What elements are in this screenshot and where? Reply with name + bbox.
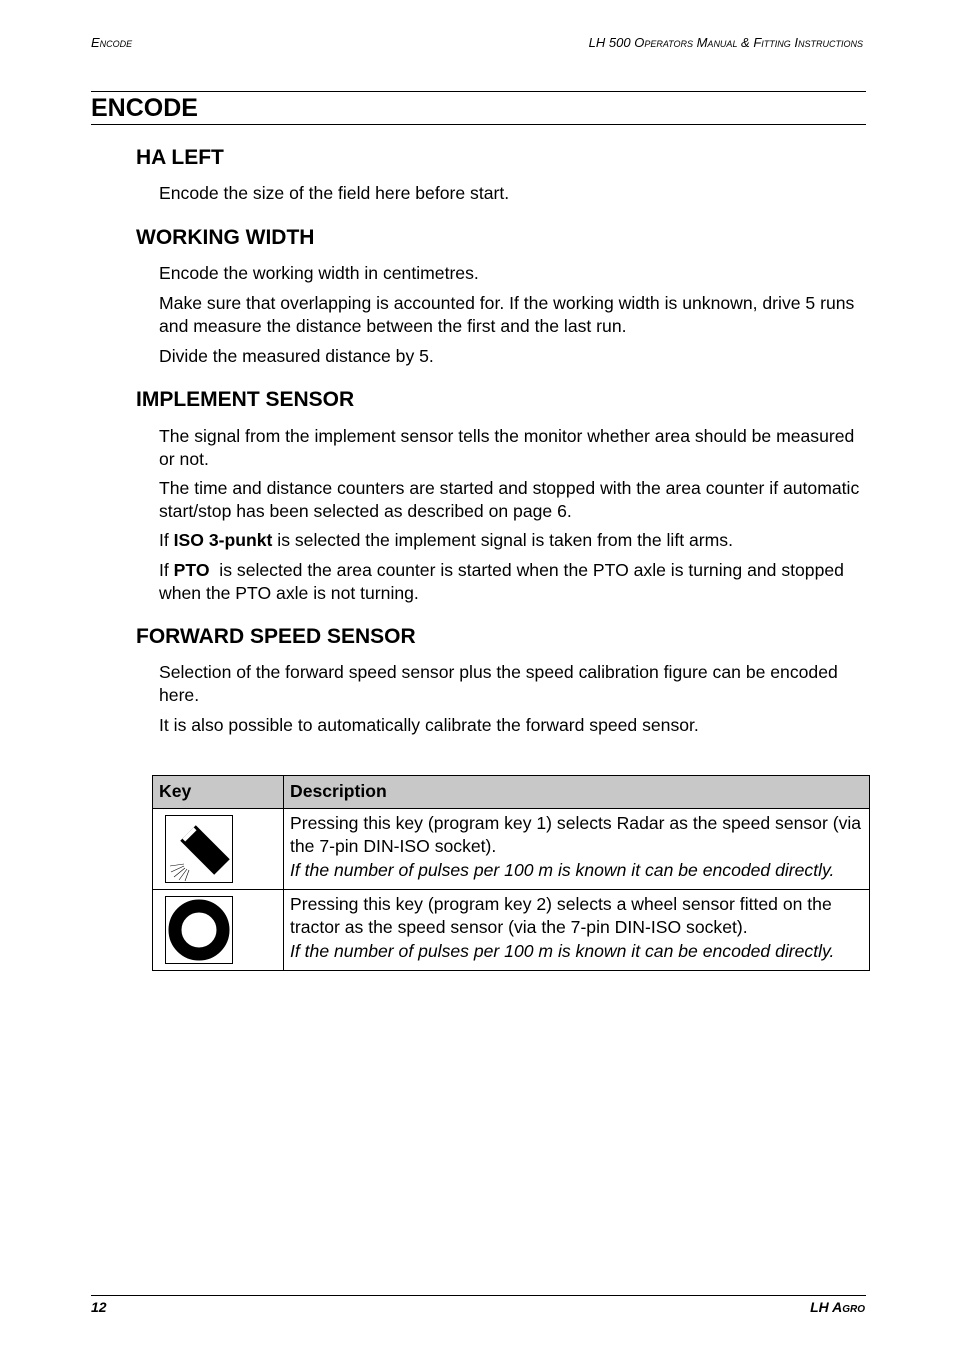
description-text: Pressing this key (program key 1) selects Radar as the speed sensor (via the 7-pin DIN-ISO socket). <box>290 813 862 856</box>
paragraph: Make sure that overlapping is accounted for. If the working width is unknown, drive 5 runs and measure the distance between the first and the last run. <box>159 293 855 336</box>
column-header-key: Key <box>153 776 284 809</box>
paragraph: Encode the size of the field here before start. <box>159 183 510 203</box>
table-header-row <box>153 776 870 809</box>
column-header-description: Description <box>284 776 870 809</box>
footer-brand: LH Agro <box>810 1299 865 1315</box>
text: is selected the implement signal is taken from the lift arms. <box>272 530 733 550</box>
description-note: If the number of pulses per 100 m is known it can be encoded directly. <box>290 860 835 880</box>
paragraph-iso <box>159 529 869 552</box>
heading-ha-left: HA LEFT <box>136 146 224 169</box>
paragraph-pto <box>159 559 869 604</box>
page-title: ENCODE <box>91 94 198 122</box>
running-header-left: Encode <box>91 35 133 50</box>
key-cell <box>153 809 284 890</box>
text: If <box>159 530 174 550</box>
running-header-right: LH 500 Operators Manual & Fitting Instructions <box>588 35 863 50</box>
table-row <box>153 890 870 971</box>
table-row <box>153 809 870 890</box>
heading-forward-speed-sensor: FORWARD SPEED SENSOR <box>136 625 416 648</box>
page-number: 12 <box>91 1299 107 1315</box>
paragraph: It is also possible to automatically calibrate the forward speed sensor. <box>159 715 699 735</box>
title-rule-bottom <box>91 124 866 125</box>
wheel-sensor-icon <box>165 896 233 964</box>
option-name: ISO 3-punkt <box>173 530 273 550</box>
text: If <box>159 560 174 580</box>
title-rule-top <box>91 91 866 92</box>
paragraph: Divide the measured distance by 5. <box>159 346 434 366</box>
paragraph: The time and distance counters are started and stopped with the area counter if automatic start/stop has been selected as described on page 6. <box>159 478 860 521</box>
description-cell <box>284 890 870 971</box>
heading-working-width: WORKING WIDTH <box>136 226 315 249</box>
description-text: Pressing this key (program key 2) selects a wheel sensor fitted on the tractor as the speed sensor (via the 7-pin DIN-ISO socket). <box>290 894 832 937</box>
paragraph: Encode the working width in centimetres. <box>159 263 479 283</box>
footer-rule <box>91 1295 866 1296</box>
radar-sensor-icon <box>165 815 233 883</box>
key-cell <box>153 890 284 971</box>
key-table <box>152 775 870 971</box>
paragraph: Selection of the forward speed sensor plus the speed calibration figure can be encoded here. <box>159 662 838 705</box>
description-cell <box>284 809 870 890</box>
paragraph: The signal from the implement sensor tells the monitor whether area should be measured or not. <box>159 426 855 469</box>
text: is selected the area counter is started when the PTO axle is turning and stopped when the PTO axle is not turning. <box>159 560 849 603</box>
heading-implement-sensor: IMPLEMENT SENSOR <box>136 388 355 411</box>
option-name: PTO <box>173 560 210 580</box>
description-note: If the number of pulses per 100 m is known it can be encoded directly. <box>290 941 835 961</box>
